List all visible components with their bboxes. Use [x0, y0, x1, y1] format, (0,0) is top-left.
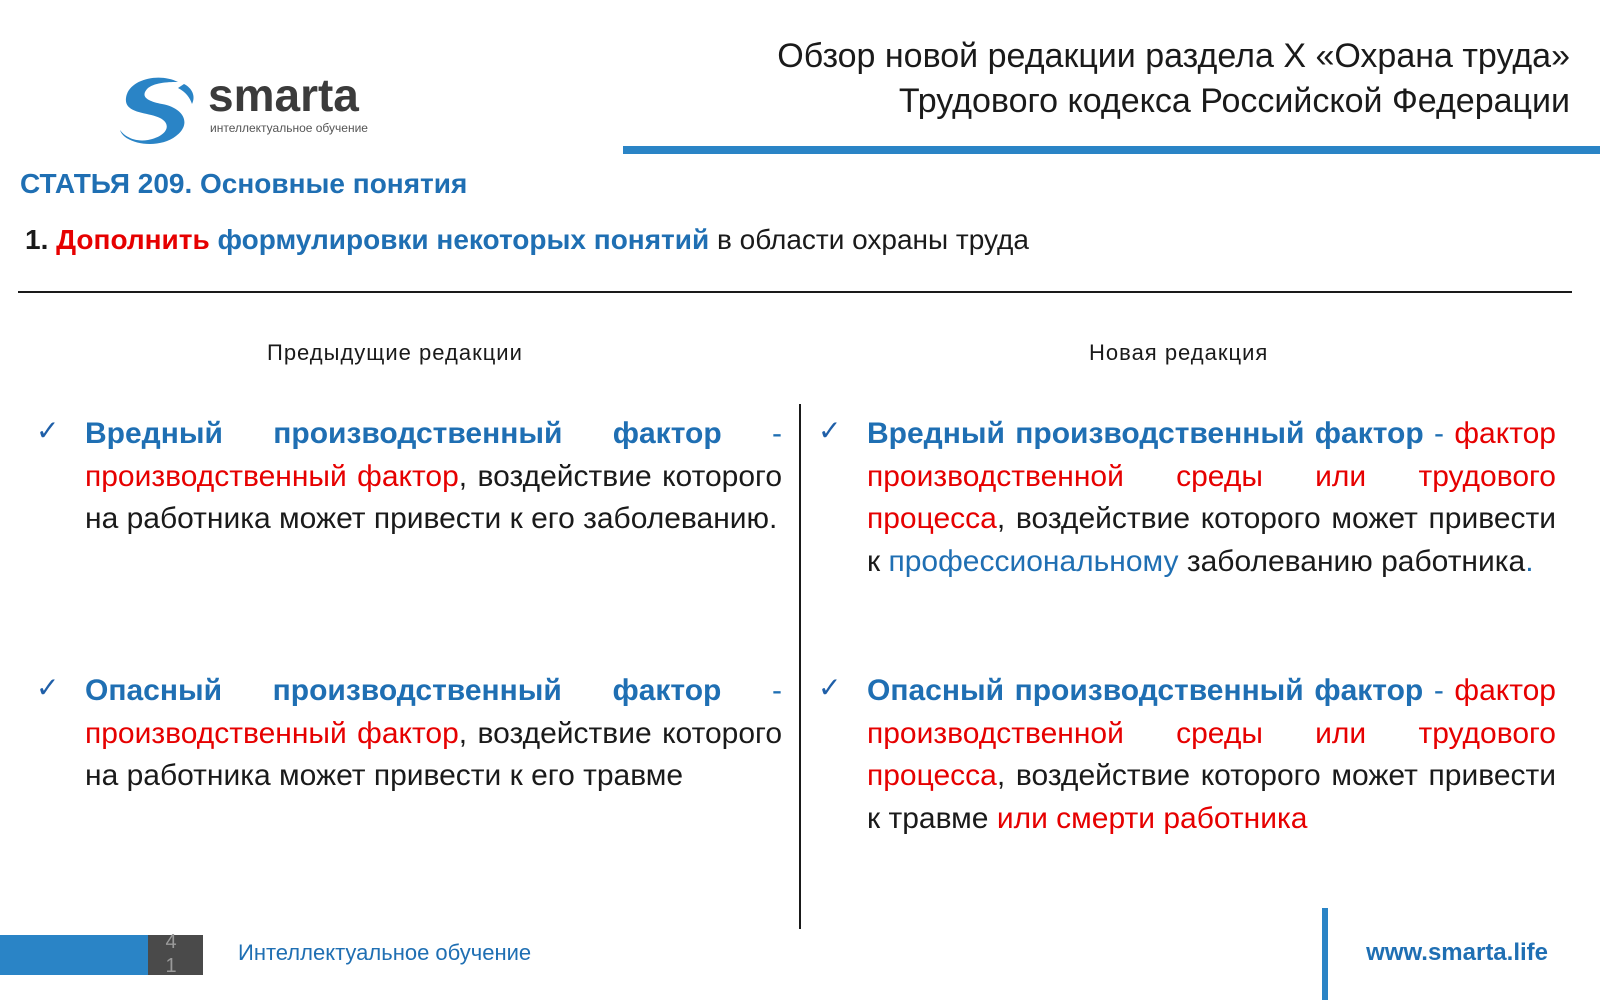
- checkmark-icon: ✓: [818, 415, 842, 446]
- page-number: 41: [165, 931, 177, 977]
- logo-wordmark: smarta: [208, 69, 359, 121]
- checkmark-icon: ✓: [36, 672, 60, 703]
- term-dash: -: [1423, 417, 1455, 450]
- term: Вредный производственный фактор: [867, 417, 1424, 450]
- title-underline-bar: [623, 146, 1600, 154]
- divider-vertical: [799, 404, 801, 929]
- term: Вредный производственный фактор: [85, 417, 722, 450]
- footer-website-link[interactable]: www.smarta.life: [1366, 939, 1548, 966]
- page-title: [777, 34, 1570, 124]
- footer-tagline: Интеллектуальное обучение: [238, 940, 532, 965]
- definition-text: , воздействие которого на работника может привести к его заболеванию.: [85, 459, 782, 535]
- definition-blue: профессиональному: [888, 544, 1179, 578]
- definition-text: , воздействие которого может привести к травме: [867, 759, 1556, 835]
- definition-red: фактор производственной среды или трудового процесса: [867, 674, 1556, 792]
- term: Опасный производственный фактор: [867, 674, 1424, 707]
- term-dash: -: [1423, 674, 1455, 707]
- definition-text: заболеванию работника: [1178, 544, 1526, 578]
- term-dash: -: [721, 417, 782, 450]
- logo-tagline: интеллектуальное обучение: [210, 121, 368, 135]
- footer-divider-bar: [1322, 908, 1328, 1000]
- checkmark-icon: ✓: [818, 672, 842, 703]
- left-item-dangerous-factor: [85, 670, 782, 798]
- subtitle-red-highlight: Дополнить: [56, 224, 210, 255]
- section-subtitle: [25, 224, 1029, 256]
- definition-red-2: или смерти работника: [996, 801, 1308, 835]
- section-title: СТАТЬЯ 209. Основные понятия: [20, 168, 468, 199]
- subtitle-rest: в области охраны труда: [716, 224, 1029, 255]
- left-item-harmful-factor: [85, 413, 782, 541]
- page-title-line2: Трудового кодекса Российской Федерации: [898, 82, 1570, 120]
- definition-red: фактор производственной среды или трудового процесса: [867, 417, 1556, 535]
- definition-red: производственный фактор: [85, 716, 459, 750]
- definition-text: , воздействие которого на работника может привести к его травме: [85, 716, 782, 792]
- subtitle-blue-highlight: формулировки некоторых понятий: [217, 224, 710, 255]
- subtitle-number: 1.: [25, 224, 49, 255]
- definition-red: производственный фактор: [85, 459, 459, 493]
- smarta-swirl-icon: [118, 74, 198, 146]
- definition-text: , воздействие которого может привести к: [867, 502, 1556, 578]
- smarta-logo: [118, 69, 388, 146]
- right-item-dangerous-factor: [867, 670, 1556, 840]
- term-dash: -: [721, 674, 782, 707]
- column-header-previous: Предыдущие редакции: [267, 340, 523, 365]
- definition-end: .: [1525, 544, 1534, 578]
- page-title-line1: Обзор новой редакции раздела X «Охрана труда»: [777, 37, 1570, 75]
- column-header-new: Новая редакция: [1089, 340, 1269, 365]
- right-item-harmful-factor: [867, 413, 1556, 583]
- divider-horizontal: [18, 291, 1572, 293]
- checkmark-icon: ✓: [36, 415, 60, 446]
- term: Опасный производственный фактор: [85, 674, 722, 707]
